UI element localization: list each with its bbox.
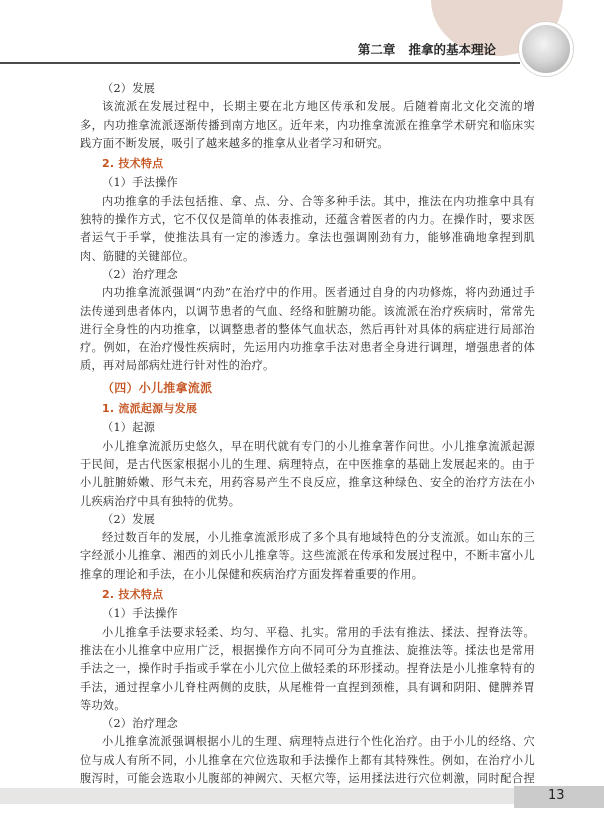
subheading: 2. 技术特点 xyxy=(102,157,164,171)
subsection-heading: （1）手法操作 xyxy=(102,176,178,190)
chapter-title: 推拿的基本理论 xyxy=(408,42,496,57)
subsection-heading: （1）手法操作 xyxy=(102,607,178,621)
subsection-heading: （2）发展 xyxy=(102,82,156,95)
subsection-heading: （2）发展 xyxy=(102,512,156,526)
chapter-label: 第二章 xyxy=(357,42,396,57)
main-text xyxy=(80,80,535,807)
paragraph: 经过数百年的发展，小儿推拿流派形成了多个具有地域特色的分支流派。如山东的三字经派小儿推拿、湘西的刘氏小儿推拿等。这些流派在传承和发展过程中，不断丰富小儿推拿的理论和手法，在小儿保健和疾病治疗方面发挥着重要的作用。 xyxy=(80,531,535,581)
subsection-heading: （2）治疗理念 xyxy=(102,267,178,281)
paragraph: 内功推拿流派强调“内劲”在治疗中的作用。医者通过自身的内功修炼，将内劲通过手法传递到患者体内，以调节患者的气血、经络和脏腑功能。该流派在治疗疾病时，常常先进行全身性的内功推拿，以调整患者的整体气血状态，然后再针对具体的病症进行局部治疗。例如，在治疗慢性疾病时，先运用内功推拿手法对患者全身进行调理，增强患者的体质，再对局部病灶进行针对性的治疗。 xyxy=(80,286,535,373)
paragraph: 小儿推拿手法要求轻柔、均匀、平稳、扎实。常用的手法有推法、揉法、捏脊法等。推法在小儿推拿中应用广泛，根据操作方向不同可分为直推法、旋推法等。揉法也是常用手法之一，操作时手指或手掌在小儿穴位上做轻柔的环形揉动。捏脊法是小儿推拿特有的手法，通过捏拿小儿脊柱两侧的皮肤，从尾椎骨一直捏到颈椎，具有调和阴阳、健脾养胃等功效。 xyxy=(80,625,535,712)
page-number: 13 xyxy=(548,788,565,803)
paragraph: 内功推拿的手法包括推、拿、点、分、合等多种手法。其中，推法在内功推拿中具有独特的操作方式，它不仅仅是简单的体表推动，还蕴含着医者的内力。在操作时，要求医者运气于手掌，使推法具有一定的渗透力。拿法也强调刚劲有力，能够准确地拿捏到肌肉、筋腱的关键部位。 xyxy=(80,194,535,263)
paragraph: 小儿推拿流派历史悠久，早在明代就有专门的小儿推拿著作问世。小儿推拿流派起源于民间，是古代医家根据小儿的生理、病理特点，在中医推拿的基础上发展起来的。由于小儿脏腑娇嫩、形气未充，用药容易产生不良反应，推拿这种绿色、安全的治疗方法在小儿疾病治疗中具有独特的优势。 xyxy=(80,439,535,508)
paragraph: 小儿推拿流派强调根据小儿的生理、病理特点进行个性化治疗。由于小儿的经络、穴位与成人有所不同，小儿推拿在穴位选取和手法操作上都有其特殊性。例如，在治疗小儿腹泻时，可能会选取小儿腹部的神阙穴、天枢穴等，运用揉法进行穴位刺激，同时配合捏 xyxy=(80,735,535,785)
footer-bar xyxy=(0,788,514,804)
paragraph: 该流派在发展过程中，长期主要在北方地区传承和发展。后随着南北文化交流的增多，内功推拿流派逐渐传播到南方地区。近年来，内功推拿流派在推拿学术研究和临床实践方面不断发展，吸引了越来越多的推拿从业者学习和研究。 xyxy=(80,100,535,150)
subsection-heading: （1）起源 xyxy=(102,421,156,435)
subheading: 1. 流派起源与发展 xyxy=(102,402,198,416)
header-rule xyxy=(0,62,520,64)
header-decoration-photo xyxy=(519,22,573,76)
running-header xyxy=(0,36,520,62)
section-heading: （四）小儿推拿流派 xyxy=(102,380,213,395)
subheading: 2. 技术特点 xyxy=(102,588,164,602)
header-title xyxy=(358,40,496,58)
subsection-heading: （2）治疗理念 xyxy=(102,717,178,731)
